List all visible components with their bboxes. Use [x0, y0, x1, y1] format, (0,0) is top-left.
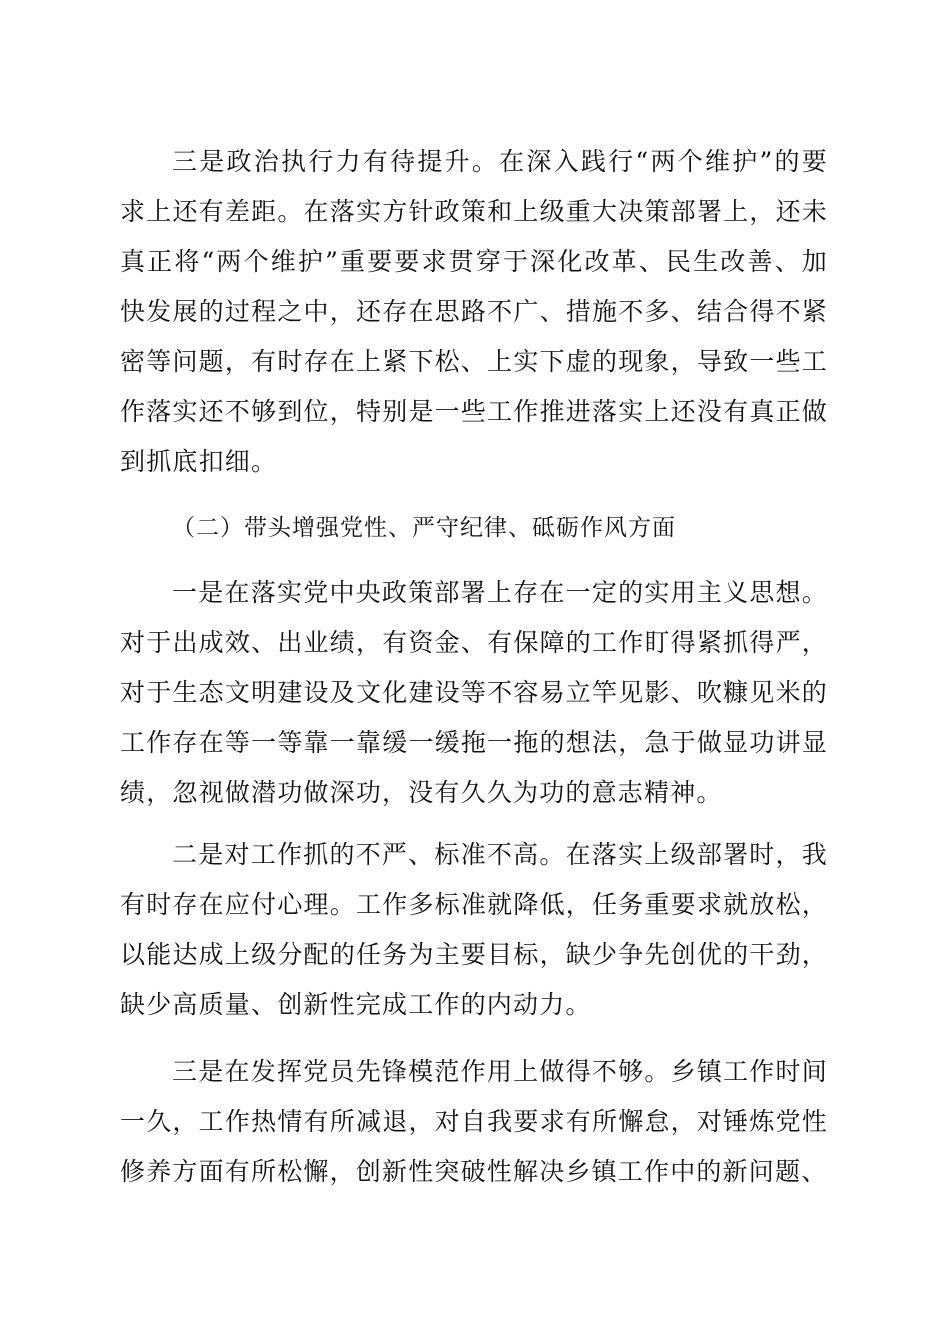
section-heading-party-spirit: （二）带头增强党性、严守纪律、砥砺作风方面	[172, 515, 676, 541]
paragraph-work-standards: 二是对工作抓的不严、标准不高。在落实上级部署时，我有时存在应付心理。工作多标准就降低，任务重要求就放松，以能达成上级分配的任务为主要目标，缺少争先创优的干劲，缺少高质量、创新性完成工作的内动力。	[120, 840, 828, 1019]
paragraph-political-execution: 三是政治执行力有待提升。在深入践行“两个维护”的要求上还有差距。在落实方针政策和上级重大决策部署上，还未真正将“两个维护”重要要求贯穿于深化改革、民生改善、加快发展的过程之中，还存在思路不广、措施不多、结合得不紧密等问题，有时存在上紧下松、上实下虚的现象，导致一些工作落实还不够到位，特别是一些工作推进落实上还没有真正做到抓底扣细。	[120, 147, 828, 476]
paragraph-pragmatism: 一是在落实党中央政策部署上存在一定的实用主义思想。对于出成效、出业绩，有资金、有保障的工作盯得紧抓得严，对于生态文明建设及文化建设等不容易立竿见影、吹糠见米的工作存在等一等靠一靠缓一缓拖一拖的想法，急于做显功讲显绩，忽视做潜功做深功，没有久久为功的意志精神。	[120, 578, 828, 807]
paragraph-vanguard-role: 三是在发挥党员先锋模范作用上做得不够。乡镇工作时间一久，工作热情有所减退，对自我要求有所懈怠，对锤炼党性修养方面有所松懈，创新性突破性解决乡镇工作中的新问题、	[120, 1057, 828, 1186]
